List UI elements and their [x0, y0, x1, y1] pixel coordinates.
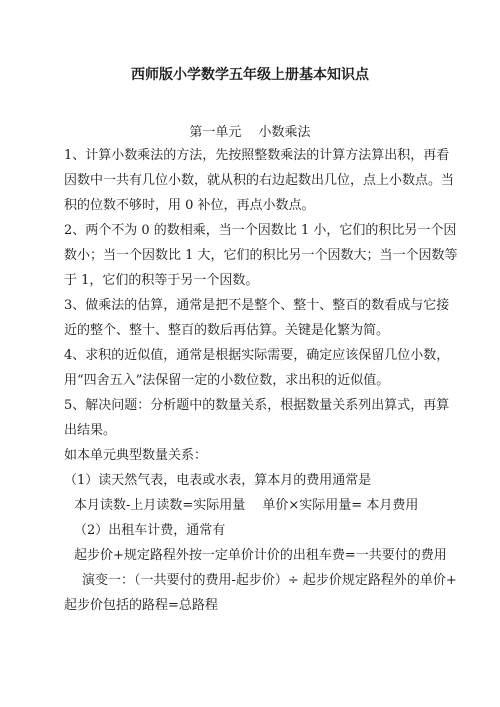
text-line: 演变一：（一共要付的费用-起步价）÷ 起步价规定路程外的单价+ — [82, 573, 457, 588]
unit-heading: 第一单元 小数乘法 — [189, 125, 311, 140]
text-line: 4、求积的近似值，通常是根据实际需要，确定应该保留几位小数， — [64, 348, 450, 363]
text-line: 起步价包括的路程=总路程 — [64, 598, 218, 613]
text-line: 起步价+规定路程外按一定单价计价的出租车费=一共要付的费用 — [74, 548, 447, 563]
text-line: 出结果。 — [64, 423, 117, 438]
text-line: 3、做乘法的估算，通常是把不是整个、整十、整百的数看成与它接 — [64, 298, 450, 313]
text-line: 1、计算小数乘法的方法，先按照整数乘法的计算方法算出积，再看 — [64, 148, 450, 163]
text-line: 因数中一共有几位小数，就从积的右边起数出几位，点上小数点。当 — [64, 173, 455, 188]
text-line: 5、解决问题：分析题中的数量关系，根据数量关系列出算式，再算 — [64, 398, 450, 413]
text-line: 2、两个不为 0 的数相乘，当一个因数比 1 小，它们的积比另一个因 — [64, 223, 457, 238]
text-line: 用“四舍五入”法保留一定的小数位数，求出积的近似值。 — [64, 373, 390, 388]
text-line: 如本单元典型数量关系： — [64, 448, 208, 463]
text-line: （1）读天然气表，电表或水表，算本月的费用通常是 — [64, 473, 372, 488]
document-title: 西师版小学数学五年级上册基本知识点 — [131, 67, 369, 83]
text-line: （2）出租车计费，通常有 — [74, 523, 226, 538]
text-line: 本月读数-上月读数=实际用量 单价×实际用量= 本月费用 — [74, 498, 419, 513]
text-line: 数小；当一个因数比 1 大，它们的积比另一个因数大；当一个因数等 — [64, 248, 458, 263]
text-line: 近的整个、整十、整百的数后再估算。关键是化繁为简。 — [64, 323, 390, 338]
text-line: 积的位数不够时，用 0 补位，再点小数点。 — [64, 198, 315, 213]
text-line: 于 1，它们的积等于另一个因数。 — [64, 273, 259, 288]
